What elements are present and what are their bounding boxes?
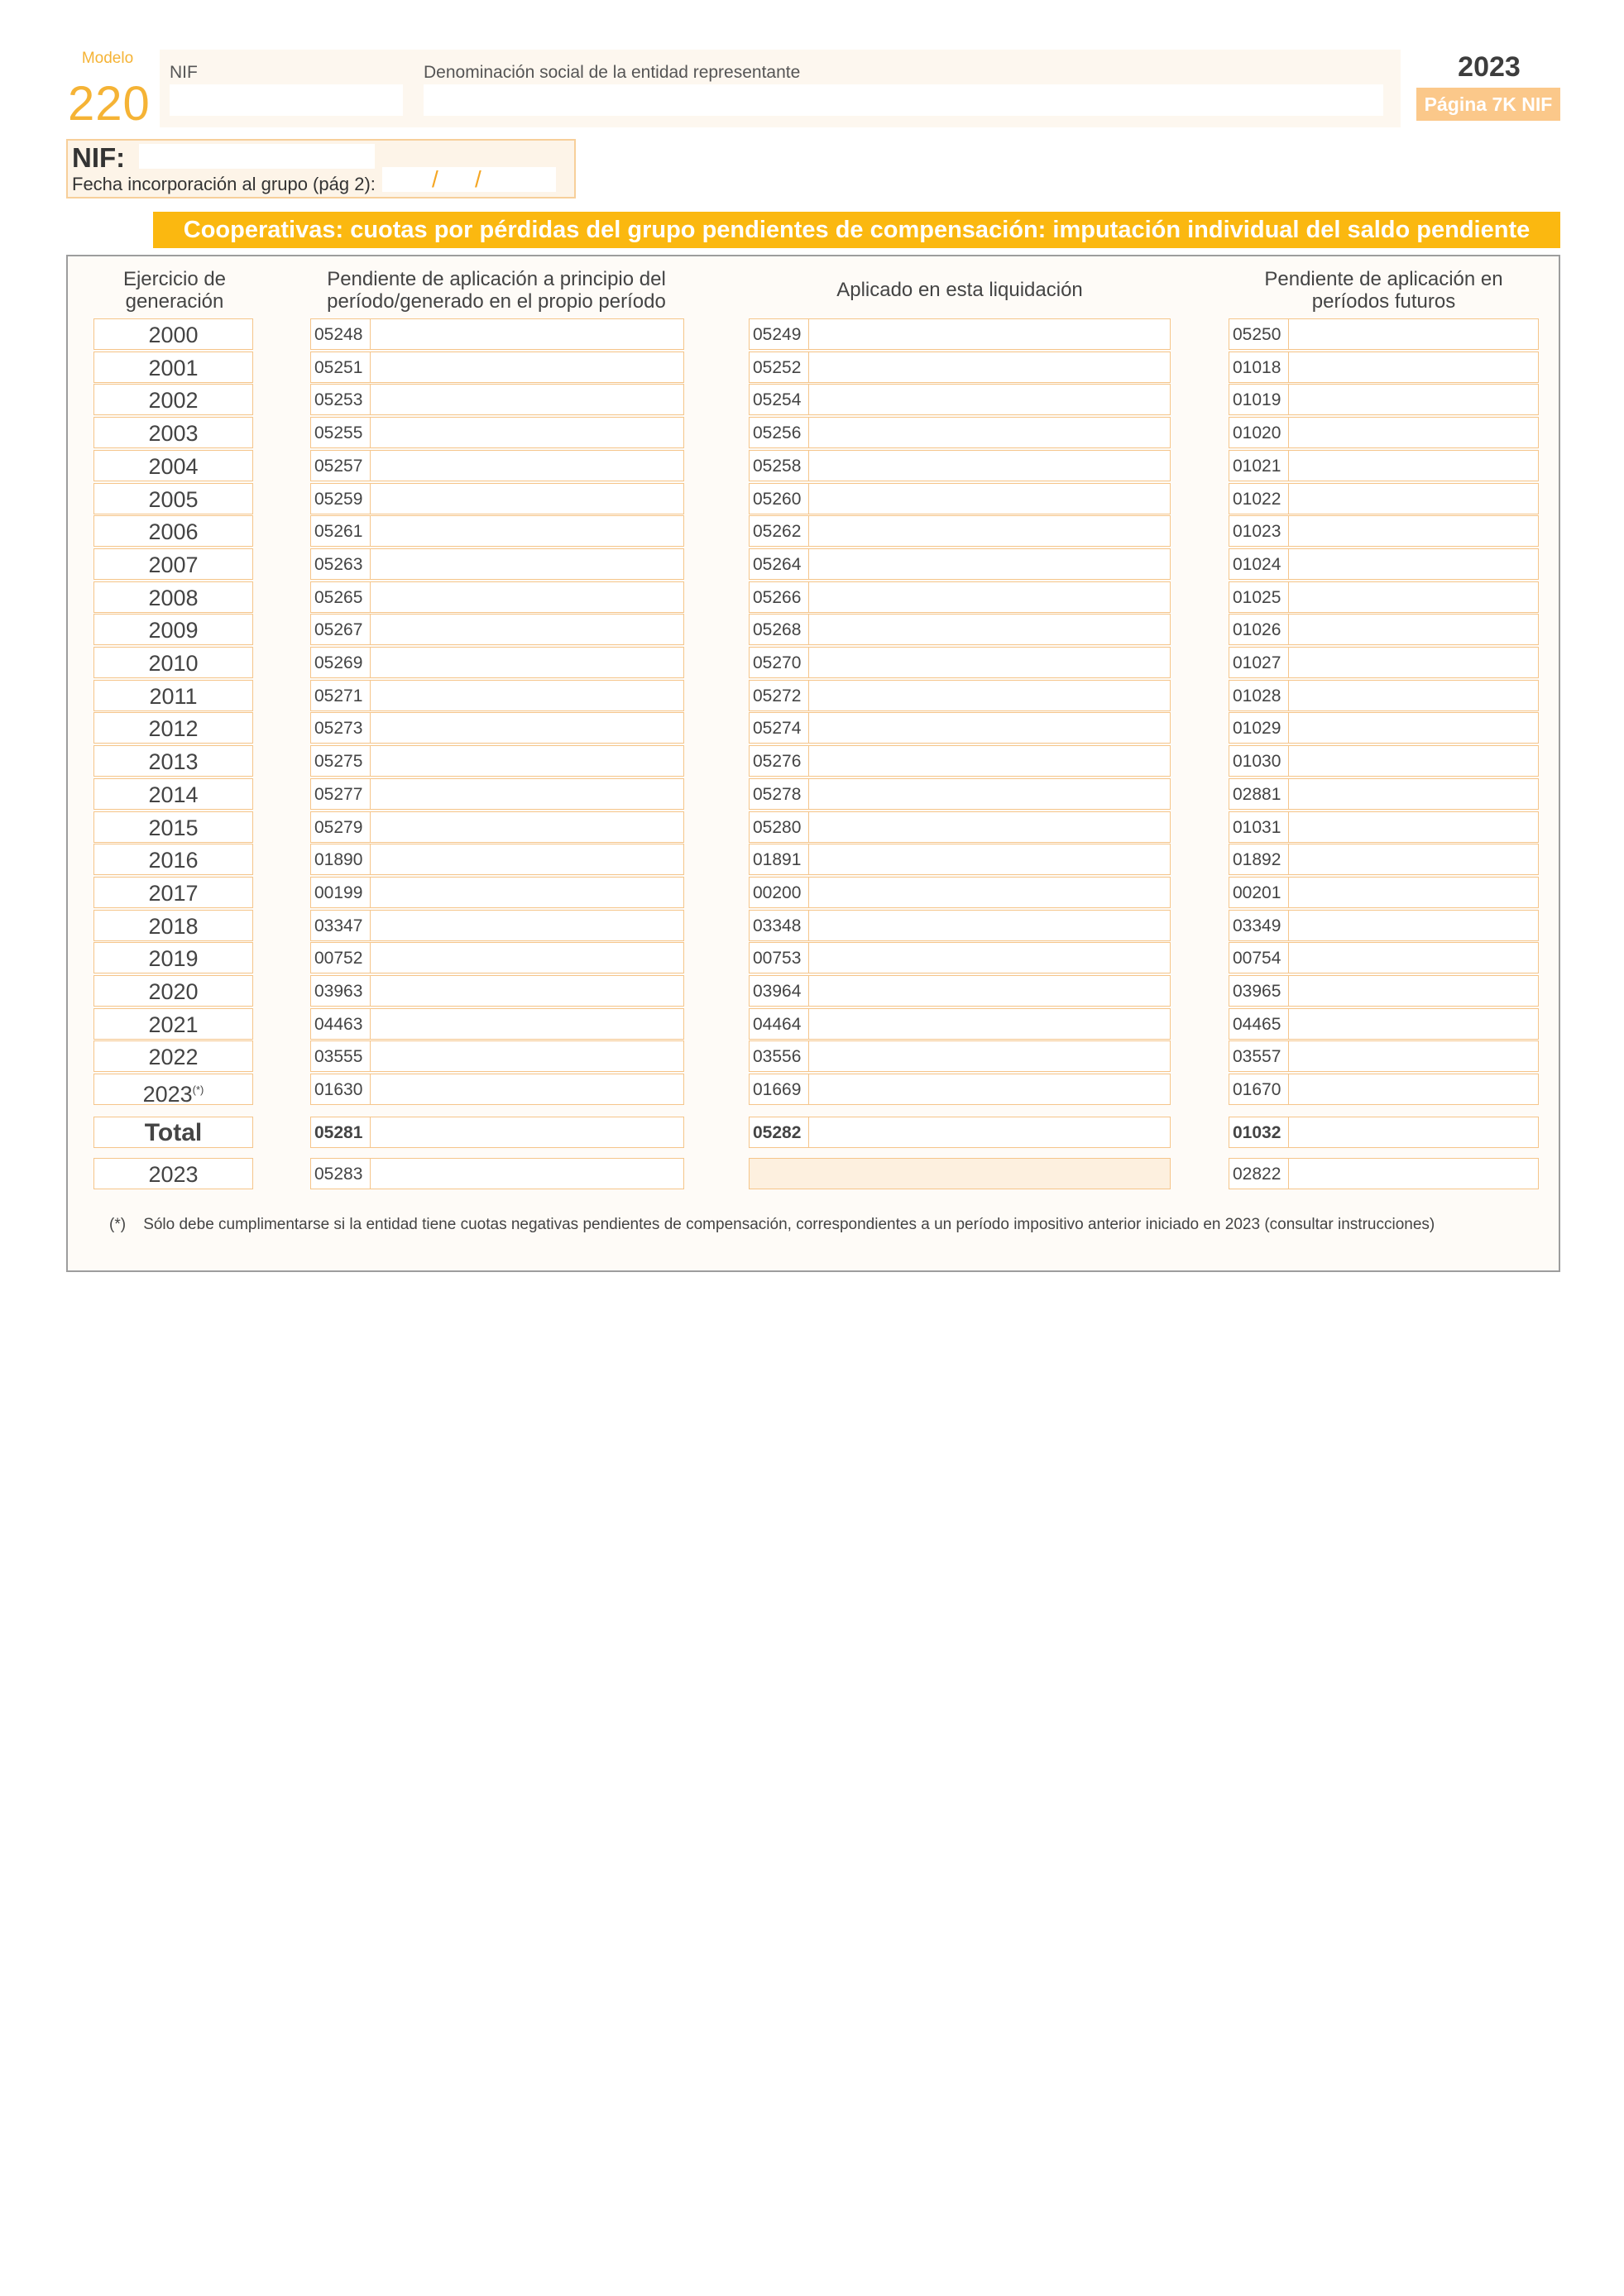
aplicado-input[interactable] — [749, 318, 1171, 350]
pendiente-input[interactable] — [310, 877, 684, 908]
year-label: 2017 — [148, 881, 199, 906]
date-separator: / — [432, 166, 438, 192]
field-code: 01669 — [750, 1074, 809, 1104]
aplicado-input[interactable] — [749, 811, 1171, 843]
futuros-input[interactable] — [1229, 581, 1539, 613]
aplicado-input[interactable] — [749, 1074, 1171, 1105]
field-code: 01030 — [1229, 746, 1289, 776]
pendiente-input[interactable] — [310, 1040, 684, 1072]
year-cell — [93, 1117, 253, 1148]
field-code: 05271 — [311, 681, 371, 710]
field-code: 03349 — [1229, 911, 1289, 940]
modelo-number: 220 — [68, 77, 151, 131]
field-code: 01890 — [311, 844, 371, 874]
field-code: 05267 — [311, 615, 371, 644]
field-code: 04463 — [311, 1009, 371, 1039]
date-separator: / — [475, 166, 481, 192]
col-header-pendiente-line2: período/generado en el propio período — [327, 290, 666, 313]
year-label: 2002 — [148, 388, 199, 413]
aplicado-input[interactable] — [749, 515, 1171, 547]
pendiente-input[interactable] — [310, 647, 684, 678]
aplicado-input[interactable] — [749, 352, 1171, 383]
year-label: 2023 — [142, 1082, 193, 1107]
field-code: 05283 — [311, 1159, 371, 1189]
field-code: 05261 — [311, 516, 371, 546]
pendiente-input[interactable] — [310, 1074, 684, 1105]
field-code: 03965 — [1229, 976, 1289, 1006]
aplicado-input[interactable] — [749, 712, 1171, 744]
aplicado-input[interactable] — [749, 877, 1171, 908]
field-code: 01024 — [1229, 549, 1289, 579]
futuros-input[interactable] — [1229, 1008, 1539, 1040]
pendiente-input[interactable] — [310, 712, 684, 744]
pendiente-input[interactable] — [310, 745, 684, 777]
year-label: 2008 — [148, 586, 199, 610]
futuros-input[interactable] — [1229, 1040, 1539, 1072]
field-code: 05249 — [750, 319, 809, 349]
year-label: 2022 — [148, 1045, 199, 1069]
year-cell — [93, 417, 253, 448]
year-cell — [93, 647, 253, 678]
header-nif-input[interactable] — [170, 84, 403, 116]
col-header-pendiente-line1: Pendiente de aplicación a principio del — [327, 268, 666, 290]
pendiente-input[interactable] — [310, 352, 684, 383]
year-cell — [93, 581, 253, 613]
year-cell — [93, 1040, 253, 1072]
year-cell — [93, 450, 253, 481]
field-code: 05270 — [750, 648, 809, 677]
field-code: 03557 — [1229, 1041, 1289, 1071]
fecha-incorporacion-input[interactable] — [382, 167, 556, 192]
col-header-futuros — [1229, 268, 1539, 313]
aplicado-input[interactable] — [749, 975, 1171, 1007]
field-code: 05262 — [750, 516, 809, 546]
year-label: 2006 — [148, 519, 199, 544]
pendiente-input[interactable] — [310, 318, 684, 350]
aplicado-input[interactable] — [749, 647, 1171, 678]
field-code: 03963 — [311, 976, 371, 1006]
field-code: 05281 — [311, 1117, 371, 1147]
pendiente-input[interactable] — [310, 680, 684, 711]
aplicado-input[interactable] — [749, 942, 1171, 973]
aplicado-input[interactable] — [749, 844, 1171, 875]
field-code: 00199 — [311, 878, 371, 907]
field-code: 05266 — [750, 582, 809, 612]
year-cell — [93, 811, 253, 843]
futuros-input[interactable] — [1229, 712, 1539, 744]
year-label: 2010 — [148, 651, 199, 676]
field-code: 05255 — [311, 418, 371, 447]
year-label: 2005 — [148, 487, 199, 512]
year-label: 2003 — [148, 421, 199, 446]
field-code: 00201 — [1229, 878, 1289, 907]
field-code: 05248 — [311, 319, 371, 349]
col-header-aplicado: Aplicado en esta liquidación — [836, 279, 1083, 301]
field-code: 01019 — [1229, 385, 1289, 414]
year-label: 2013 — [148, 749, 199, 774]
pendiente-input[interactable] — [310, 910, 684, 941]
field-code: 05276 — [750, 746, 809, 776]
field-code: 03347 — [311, 911, 371, 940]
pendiente-input[interactable] — [310, 581, 684, 613]
year-cell — [93, 910, 253, 941]
field-code: 05260 — [750, 484, 809, 514]
field-code: 05275 — [311, 746, 371, 776]
year-label: 2019 — [148, 946, 199, 971]
year-cell — [93, 483, 253, 514]
pendiente-input[interactable] — [310, 417, 684, 448]
futuros-input[interactable] — [1229, 745, 1539, 777]
year-label: 2021 — [148, 1012, 199, 1037]
footnote-mark: (*) — [109, 1216, 127, 1233]
futuros-input[interactable] — [1229, 942, 1539, 973]
footnote-text: Sólo debe cumplimentarse si la entidad tiene cuotas negativas pendientes de compensación, correspondientes a un período impositivo anterior iniciado en 2023 (consultar instrucciones) — [143, 1216, 1435, 1233]
pendiente-input[interactable] — [310, 548, 684, 580]
field-code: 01026 — [1229, 615, 1289, 644]
page-badge: Página 7K NIF bis — [1416, 88, 1560, 121]
field-code: 01021 — [1229, 451, 1289, 481]
field-code: 05280 — [750, 812, 809, 842]
disabled-cell — [749, 1158, 1171, 1189]
field-code: 05274 — [750, 713, 809, 743]
futuros-input[interactable] — [1229, 975, 1539, 1007]
field-code: 01028 — [1229, 681, 1289, 710]
field-code: 05259 — [311, 484, 371, 514]
field-code: 03556 — [750, 1041, 809, 1071]
field-code: 01029 — [1229, 713, 1289, 743]
field-code: 01670 — [1229, 1074, 1289, 1104]
futuros-input[interactable] — [1229, 811, 1539, 843]
col-header-ejercicio-line2: generación — [125, 290, 224, 313]
pendiente-input[interactable] — [310, 384, 684, 415]
year-label: 2018 — [148, 914, 199, 939]
extra-pendiente-input[interactable] — [310, 1158, 684, 1189]
col-header-futuros-line1: Pendiente de aplicación en — [1264, 268, 1503, 290]
year-cell — [93, 614, 253, 645]
field-code: 01891 — [750, 844, 809, 874]
field-code: 00752 — [311, 943, 371, 973]
year-label: 2004 — [148, 454, 199, 479]
aplicado-input[interactable] — [749, 1008, 1171, 1040]
year-cell — [93, 548, 253, 580]
field-code: 05264 — [750, 549, 809, 579]
total-futuros-input[interactable] — [1229, 1117, 1539, 1148]
field-code: 02822 — [1229, 1159, 1289, 1189]
footnote — [109, 1216, 1435, 1234]
field-code: 05265 — [311, 582, 371, 612]
footnote-marker: (*) — [192, 1083, 204, 1096]
field-code: 01031 — [1229, 812, 1289, 842]
field-code: 05251 — [311, 352, 371, 382]
year-cell — [93, 1008, 253, 1040]
year-label: 2009 — [148, 618, 199, 643]
aplicado-input[interactable] — [749, 745, 1171, 777]
field-code: 05273 — [311, 713, 371, 743]
year-label: 2016 — [148, 848, 199, 873]
field-code: 04465 — [1229, 1009, 1289, 1039]
year-cell — [93, 680, 253, 711]
col-header-pendiente — [310, 268, 683, 313]
year-cell — [93, 745, 253, 777]
field-code: 05250 — [1229, 319, 1289, 349]
aplicado-input[interactable] — [749, 1040, 1171, 1072]
pendiente-input[interactable] — [310, 942, 684, 973]
year-cell — [93, 975, 253, 1007]
year-label: 2020 — [148, 979, 199, 1004]
year-label: 2023 — [148, 1162, 199, 1187]
field-code: 01027 — [1229, 648, 1289, 677]
year-cell — [93, 384, 253, 415]
pendiente-input[interactable] — [310, 483, 684, 514]
col-header-ejercicio — [93, 268, 256, 313]
field-code: 05252 — [750, 352, 809, 382]
field-code: 05277 — [311, 779, 371, 809]
field-code: 01023 — [1229, 516, 1289, 546]
year-label: 2012 — [148, 716, 199, 741]
field-code: 05278 — [750, 779, 809, 809]
aplicado-input[interactable] — [749, 548, 1171, 580]
field-code: 01025 — [1229, 582, 1289, 612]
year-label: 2007 — [148, 552, 199, 577]
pendiente-input[interactable] — [310, 614, 684, 645]
aplicado-input[interactable] — [749, 483, 1171, 514]
futuros-input[interactable] — [1229, 384, 1539, 415]
year-label: Total — [144, 1119, 203, 1146]
year-label: 2015 — [148, 816, 199, 840]
field-code: 02881 — [1229, 779, 1289, 809]
field-code: 01032 — [1229, 1117, 1289, 1147]
fecha-incorporacion-label: Fecha incorporación al grupo (pág 2): — [72, 174, 376, 194]
field-code: 03555 — [311, 1041, 371, 1071]
aplicado-input[interactable] — [749, 680, 1171, 711]
pendiente-input[interactable] — [310, 778, 684, 810]
futuros-input[interactable] — [1229, 515, 1539, 547]
year-cell — [93, 712, 253, 744]
pendiente-input[interactable] — [310, 450, 684, 481]
futuros-input[interactable] — [1229, 910, 1539, 941]
group-nif-label: NIF: — [72, 142, 126, 173]
futuros-input[interactable] — [1229, 352, 1539, 383]
field-code: 03964 — [750, 976, 809, 1006]
field-code: 01892 — [1229, 844, 1289, 874]
aplicado-input[interactable] — [749, 581, 1171, 613]
aplicado-input[interactable] — [749, 417, 1171, 448]
field-code: 01630 — [311, 1074, 371, 1104]
futuros-input[interactable] — [1229, 647, 1539, 678]
year-cell — [93, 844, 253, 875]
futuros-input[interactable] — [1229, 614, 1539, 645]
pendiente-input[interactable] — [310, 515, 684, 547]
futuros-input[interactable] — [1229, 844, 1539, 875]
field-code: 04464 — [750, 1009, 809, 1039]
aplicado-input[interactable] — [749, 384, 1171, 415]
col-header-futuros-line2: períodos futuros — [1311, 290, 1456, 313]
futuros-input[interactable] — [1229, 318, 1539, 350]
aplicado-input[interactable] — [749, 778, 1171, 810]
total-pendiente-input[interactable] — [310, 1117, 684, 1148]
extra-futuros-input[interactable] — [1229, 1158, 1539, 1189]
year-label: 2001 — [148, 356, 199, 380]
field-code: 05272 — [750, 681, 809, 710]
field-code: 05282 — [750, 1117, 809, 1147]
pendiente-input[interactable] — [310, 811, 684, 843]
modelo-label: Modelo — [81, 50, 134, 67]
year-cell — [93, 1158, 253, 1189]
year-cell — [93, 942, 253, 973]
field-code: 00754 — [1229, 943, 1289, 973]
header-nif-label: NIF — [170, 63, 198, 82]
year-label: 2014 — [148, 782, 199, 807]
year-cell — [93, 352, 253, 383]
field-code: 05263 — [311, 549, 371, 579]
field-code: 03348 — [750, 911, 809, 940]
field-code: 05268 — [750, 615, 809, 644]
field-code: 00753 — [750, 943, 809, 973]
field-code: 01020 — [1229, 418, 1289, 447]
pendiente-input[interactable] — [310, 1008, 684, 1040]
aplicado-input[interactable] — [749, 614, 1171, 645]
year-cell — [93, 318, 253, 350]
form-year: 2023 — [1458, 51, 1521, 83]
year-cell — [93, 1074, 253, 1105]
denominacion-label: Denominación social de la entidad representante — [424, 63, 801, 82]
year-cell — [93, 877, 253, 908]
year-cell — [93, 778, 253, 810]
denominacion-input[interactable] — [424, 84, 1383, 116]
aplicado-input[interactable] — [749, 910, 1171, 941]
pendiente-input[interactable] — [310, 844, 684, 875]
pendiente-input[interactable] — [310, 975, 684, 1007]
futuros-input[interactable] — [1229, 1074, 1539, 1105]
total-aplicado-input[interactable] — [749, 1117, 1171, 1148]
year-label: 2000 — [148, 323, 199, 347]
aplicado-input[interactable] — [749, 450, 1171, 481]
field-code: 00200 — [750, 878, 809, 907]
year-cell — [93, 515, 253, 547]
field-code: 05253 — [311, 385, 371, 414]
field-code: 01022 — [1229, 484, 1289, 514]
field-code: 05256 — [750, 418, 809, 447]
futuros-input[interactable] — [1229, 417, 1539, 448]
field-code: 05254 — [750, 385, 809, 414]
field-code: 05269 — [311, 648, 371, 677]
year-label: 2011 — [149, 684, 198, 709]
futuros-input[interactable] — [1229, 548, 1539, 580]
section-title: Cooperativas: cuotas por pérdidas del grupo pendientes de compensación: imputación individual del saldo pendiente — [153, 212, 1560, 248]
futuros-input[interactable] — [1229, 778, 1539, 810]
futuros-input[interactable] — [1229, 450, 1539, 481]
col-header-ejercicio-line1: Ejercicio de — [122, 268, 227, 290]
futuros-input[interactable] — [1229, 483, 1539, 514]
field-code: 05257 — [311, 451, 371, 481]
group-nif-input[interactable] — [139, 144, 375, 169]
futuros-input[interactable] — [1229, 877, 1539, 908]
field-code: 05279 — [311, 812, 371, 842]
field-code: 05258 — [750, 451, 809, 481]
futuros-input[interactable] — [1229, 680, 1539, 711]
field-code: 01018 — [1229, 352, 1289, 382]
